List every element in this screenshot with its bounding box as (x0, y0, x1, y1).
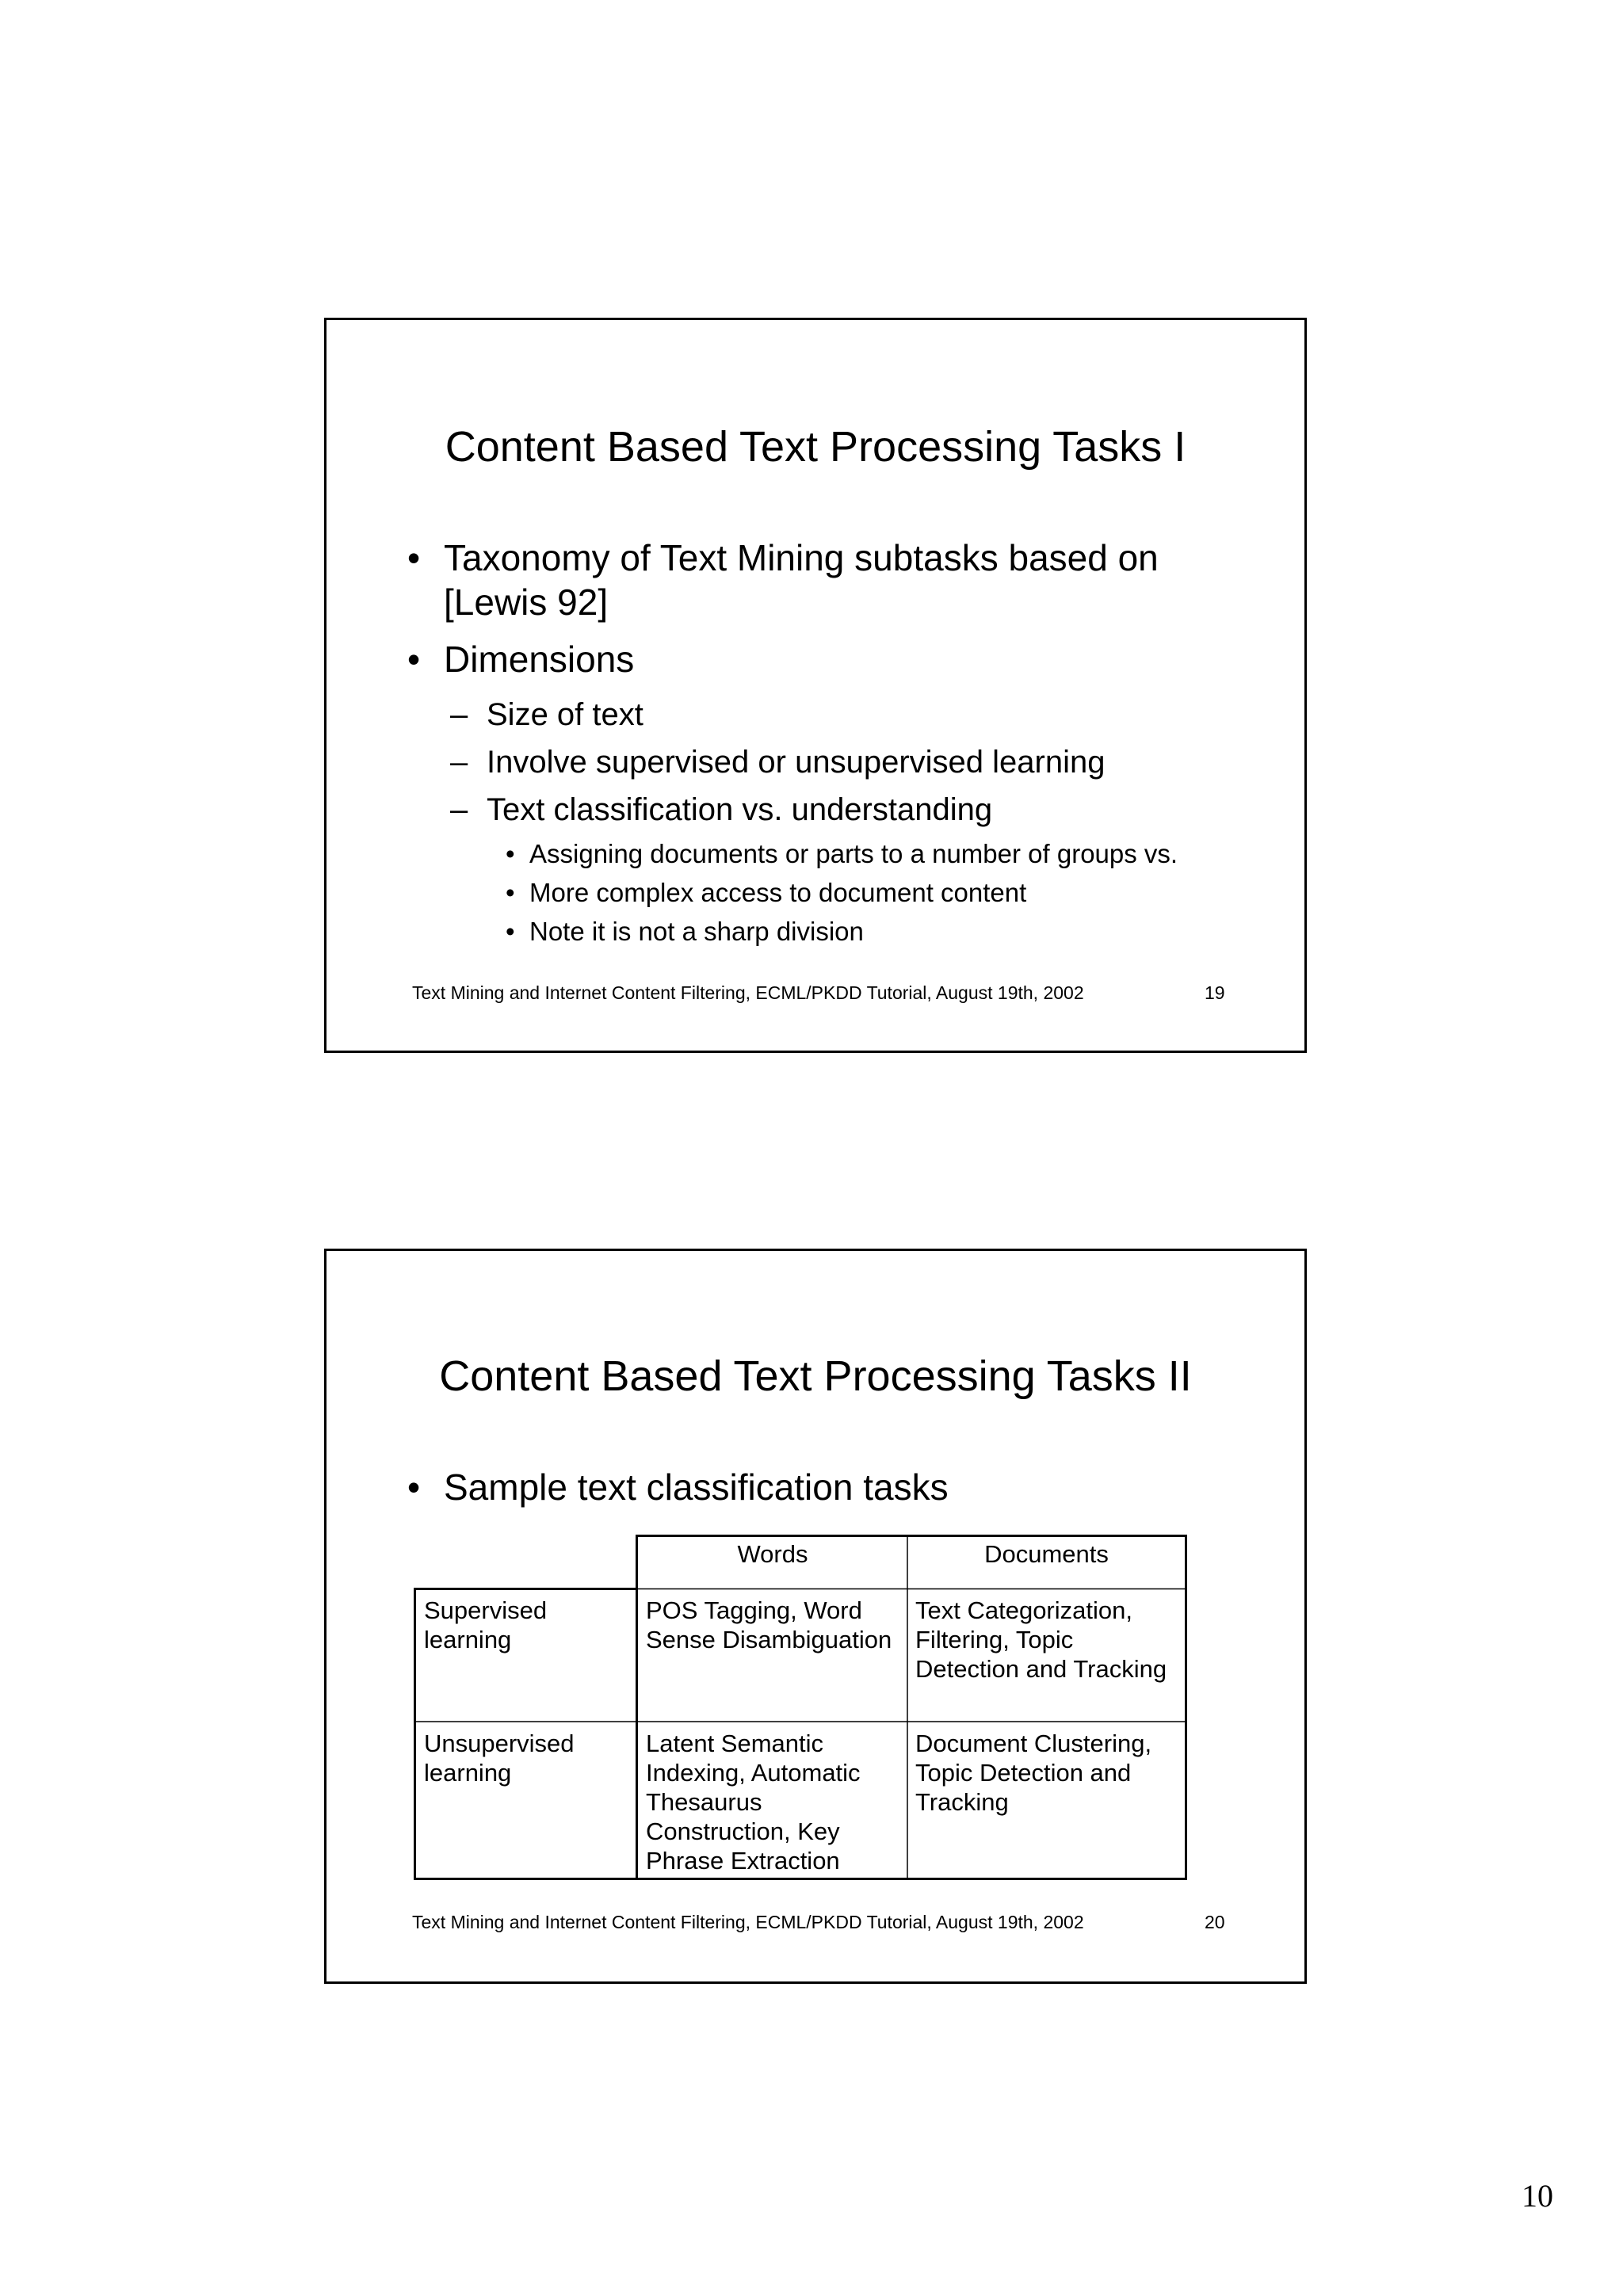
column-header-words: Words (737, 1540, 808, 1568)
bullet-icon: • (506, 839, 515, 868)
slide-19 (324, 318, 1307, 1053)
row-header-unsupervised: Unsupervised learning (424, 1730, 575, 1787)
dash-icon: – (450, 697, 468, 732)
slide-number: 19 (1205, 982, 1225, 1003)
dash-icon: – (450, 745, 468, 780)
slide-20 (324, 1249, 1307, 1984)
sub-sub-bullet-text: Note it is not a sharp division (529, 917, 864, 946)
sub-sub-bullet-item (407, 837, 1247, 871)
sub-bullet-item (407, 789, 1247, 830)
sub-bullet-text: Involve supervised or unsupervised learning (487, 745, 1106, 780)
sub-sub-bullet-item (407, 875, 1247, 910)
bullet-item (407, 536, 1247, 624)
slide-footer: Text Mining and Internet Content Filtering, ECML/PKDD Tutorial, August 19th, 2002 (412, 1912, 1084, 1932)
bullet-icon: • (407, 537, 421, 578)
sub-bullet-text: Text classification vs. understanding (487, 792, 993, 827)
bullet-text: Dimensions (444, 639, 635, 680)
slide-title: Content Based Text Processing Tasks II (439, 1352, 1192, 1400)
slide-title: Content Based Text Processing Tasks I (445, 423, 1186, 471)
sub-sub-bullet-text: Assigning documents or parts to a number of groups vs. (529, 839, 1178, 868)
bullet-text: Sample text classification tasks (444, 1466, 949, 1508)
dash-icon: – (450, 792, 468, 827)
bullet-list (407, 1465, 1247, 1522)
bullet-item (407, 1465, 1247, 1509)
bullet-list (407, 536, 1247, 953)
sub-sub-bullet-item (407, 914, 1247, 949)
bullet-item (407, 637, 1247, 681)
row-header-supervised: Supervised learning (424, 1596, 548, 1653)
slide-footer: Text Mining and Internet Content Filtering, ECML/PKDD Tutorial, August 19th, 2002 (412, 982, 1084, 1003)
bullet-icon: • (407, 639, 421, 680)
bullet-icon: • (506, 878, 515, 907)
bullet-icon: • (407, 1466, 421, 1508)
slide-number: 20 (1205, 1912, 1225, 1932)
sub-bullet-item (407, 694, 1247, 735)
task-table (414, 1535, 1187, 1880)
bullet-text: Taxonomy of Text Mining subtasks based on [Lewis 92] (444, 537, 1159, 623)
table-cell: POS Tagging, Word Sense Disambiguation (646, 1596, 892, 1653)
sub-bullet-text: Size of text (487, 697, 643, 732)
column-header-documents: Documents (984, 1540, 1109, 1568)
table-cell: Latent Semantic Indexing, Automatic Thesaurus Construction, Key Phrase Extraction (646, 1730, 861, 1875)
page-number: 10 (1522, 2178, 1553, 2214)
table-cell: Document Clustering, Topic Detection and Tracking (915, 1730, 1152, 1816)
table-cell: Text Categorization, Filtering, Topic Detection and Tracking (915, 1596, 1167, 1683)
sub-bullet-item (407, 742, 1247, 783)
sub-sub-bullet-text: More complex access to document content (529, 878, 1027, 907)
bullet-icon: • (506, 917, 515, 946)
